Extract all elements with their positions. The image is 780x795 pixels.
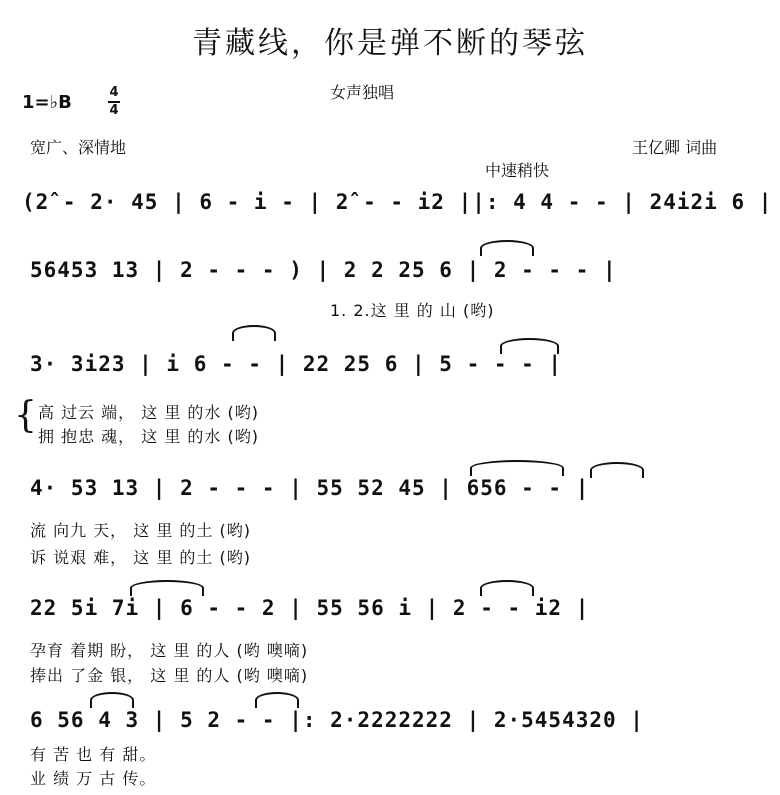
slur	[232, 325, 276, 341]
performance-type: 女声独唱	[330, 83, 395, 102]
notation-row-4: 4· 53 13 | 2 - - - | 55 52 45 | 656 - - |	[30, 476, 590, 500]
time-signature-top: 4	[109, 85, 119, 100]
key-signature: 1=♭B	[22, 92, 72, 113]
slur	[255, 692, 299, 708]
lyrics-row-2-line-1: 1. 2.这 里 的 山 (哟)	[330, 301, 495, 320]
slur	[470, 460, 564, 476]
slur	[130, 580, 204, 596]
verse-brace: {	[14, 395, 37, 436]
slur	[590, 462, 644, 478]
slur	[480, 580, 534, 596]
song-title: 青藏线，你是弹不断的琴弦	[192, 26, 588, 61]
lyrics-row-6-line-2: 业 绩 万 古 传。	[30, 769, 157, 788]
notation-row-6: 6 56 4 3 | 5 2 - - |: 2·2222222 | 2·5454320 |	[30, 708, 644, 732]
lyrics-row-5-line-1: 孕育 着期 盼， 这 里 的人 (哟 噢嘀)	[30, 641, 309, 660]
slur	[480, 240, 534, 256]
time-signature-bottom: 4	[109, 103, 119, 118]
notation-row-1: (2̂ - 2· 45 | 6 - i - | 2̂ - - i2 ||: 4 4 - - | 24i2i 6 |	[22, 190, 773, 214]
time-signature	[108, 86, 120, 118]
tempo-intro: 宽广、深情地	[30, 138, 127, 157]
slur	[90, 692, 134, 708]
tempo-verse: 中速稍快	[485, 161, 550, 180]
lyrics-row-3-line-1: 高 过云 端， 这 里 的水 (哟)	[38, 403, 260, 422]
lyrics-row-6-line-1: 有 苦 也 有 甜。	[30, 745, 157, 764]
slur	[500, 338, 559, 354]
author-credit: 王亿卿 词曲	[632, 138, 718, 157]
lyrics-row-4-line-2: 诉 说艰 难， 这 里 的土 (哟)	[30, 548, 252, 567]
notation-row-2: 56453 13 | 2 - - - ) | 2 2 25 6 | 2 - - - |	[30, 258, 617, 282]
lyrics-row-5-line-2: 捧出 了金 银， 这 里 的人 (哟 噢嘀)	[30, 666, 309, 685]
lyrics-row-3-line-2: 拥 抱忠 魂， 这 里 的水 (哟)	[38, 427, 260, 446]
notation-row-5: 22 5i 7i | 6 - - 2 | 55 56 i | 2 - - i2 |	[30, 596, 590, 620]
lyrics-row-4-line-1: 流 向九 天， 这 里 的土 (哟)	[30, 521, 252, 540]
notation-row-3: 3· 3i23 | i 6 - - | 22 25 6 | 5 - - - |	[30, 352, 563, 376]
